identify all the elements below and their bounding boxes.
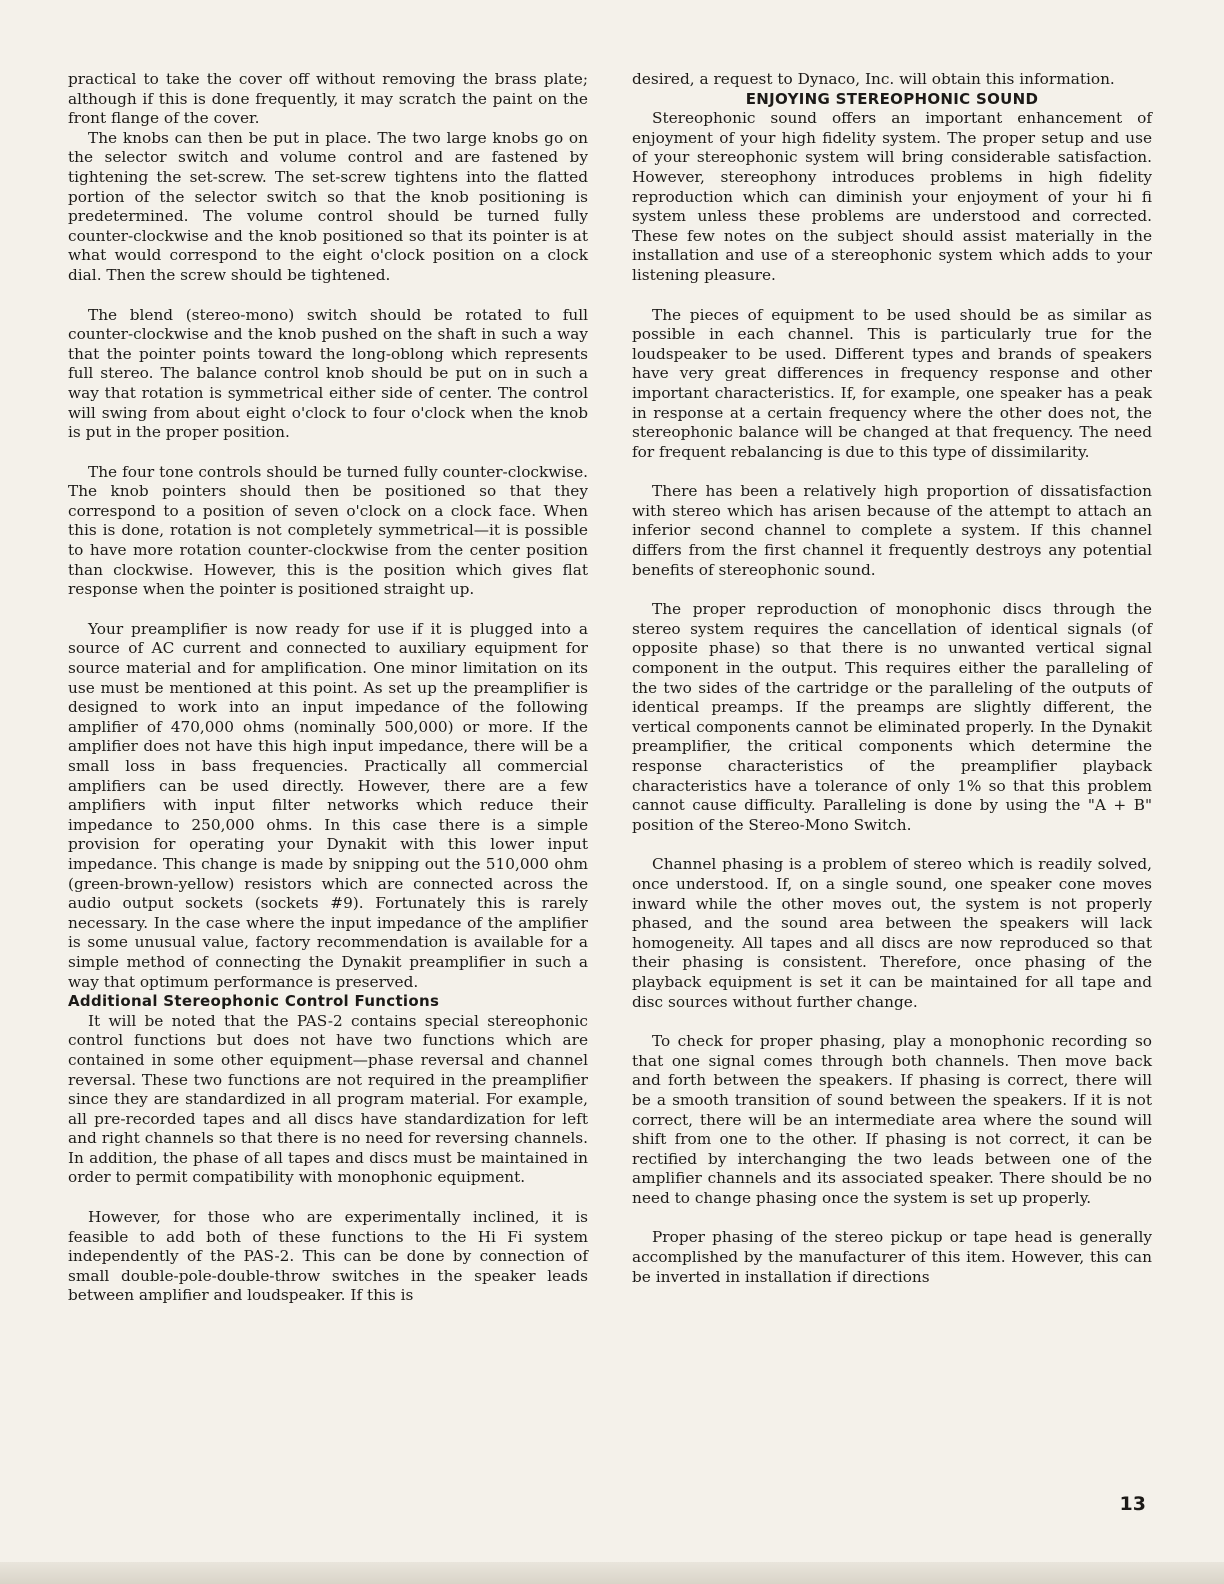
paragraph: Proper phasing of the stereo pickup or tape head is generally accomplished by the manufacturer of this item. However, this can be inverted in installation if directions	[632, 1228, 1152, 1286]
paragraph: practical to take the cover off without removing the brass plate; although if this is done frequently, it may scratch the paint on the front flange of the cover.	[68, 70, 588, 128]
section-heading: Additional Stereophonic Control Functions	[68, 992, 440, 1011]
paragraph: However, for those who are experimentally inclined, it is feasible to add both of these functions to the Hi Fi system independently of the PAS-2. This can be done by connection of small double-pole-double-throw switches in the speaker leads between amplifier and loudspeaker. If this is	[68, 1208, 588, 1305]
right-column	[632, 70, 1152, 1287]
paragraph: Channel phasing is a problem of stereo which is readily solved, once understood. If, on a single sound, one speaker cone moves inward while the other moves out, the system is not properly phased, and the sound area between the speakers will lack homogeneity. All tapes and all discs are now reproduced so that their phasing is consistent. Therefore, once phasing of the playback equipment is set it can be maintained for all tape and disc sources without further change.	[632, 855, 1152, 1011]
scan-edge	[0, 1562, 1224, 1584]
paragraph: The pieces of equipment to be used should be as similar as possible in each channel. This is particularly true for the loudspeaker to be used. Different types and brands of speakers have very great differences in frequency response and other important characteristics. If, for example, one speaker has a peak in response at a certain frequency where the other does not, the stereophonic balance will be changed at that frequency. The need for frequent rebalancing is due to this type of dissimilarity.	[632, 305, 1152, 461]
paragraph: Your preamplifier is now ready for use if it is plugged into a source of AC current and connected to auxiliary equipment for source material and for amplification. One minor limitation on its use must be mentioned at this point. As set up the preamplifier is designed to work into an input impedance of the following amplifier of 470,000 ohms (nominally 500,000) or more. If the amplifier does not have this high input impedance, there will be a small loss in bass frequencies. Practically all commercial amplifiers can be used directly. However, there are a few amplifiers with input filter networks which reduce their impedance to 250,000 ohms. In this case there is a simple provision for operating your Dynakit with this lower input impedance. This change is made by snipping out the 510,000 ohm (green-brown-yellow) resistors which are connected across the audio output sockets (sockets #9). Fortunately this is rarely necessary. In the case where the input impedance of the amplifier is some unusual value, factory recommendation is available for a simple method of connecting the Dynakit preamplifier in such a way that optimum performance is preserved.	[68, 619, 588, 991]
paragraph: The proper reproduction of monophonic discs through the stereo system requires the cancellation of identical signals (of opposite phase) so that there is no unwanted vertical signal component in the output. This requires either the paralleling of the two sides of the cartridge or the paralleling of the outputs of identical preamps. If the preamps are slightly different, the vertical components cannot be eliminated properly. In the Dynakit preamplifier, the critical components which determine the response characteristics of the preamplifier playback characteristics have a tolerance of only 1% so that this problem cannot cause difficulty. Paralleling is done by using the "A + B" position of the Stereo-Mono Switch.	[632, 600, 1152, 834]
section-heading: ENJOYING STEREOPHONIC SOUND	[745, 89, 1039, 108]
paragraph: The knobs can then be put in place. The two large knobs go on the selector switch and volume control and are fastened by tightening the set-screw. The set-screw tightens into the flatted portion of the selector switch so that the knob positioning is predetermined. The volume control should be turned fully counter-clockwise and the knob positioned so that its pointer is at what would correspond to the eight o'clock position on a clock dial. Then the screw should be tightened.	[68, 128, 588, 284]
paragraph: It will be noted that the PAS-2 contains special stereophonic control functions but does not have two functions which are contained in some other equipment—phase reversal and channel reversal. These two functions are not required in the preamplifier since they are standardized in all program material. For example, all pre-recorded tapes and all discs have standardization for left and right channels so that there is no need for reversing channels. In addition, the phase of all tapes and discs must be maintained in order to permit compatibility with monophonic equipment.	[68, 1011, 588, 1187]
paragraph: The blend (stereo-mono) switch should be rotated to full counter-clockwise and the knob pushed on the shaft in such a way that the pointer points toward the long-oblong which represents full stereo. The balance control knob should be put on in such a way that rotation is symmetrical either side of center. The control will swing from about eight o'clock to four o'clock when the knob is put in the proper position.	[68, 305, 588, 442]
paragraph: To check for proper phasing, play a monophonic recording so that one signal comes through both channels. Then move back and forth between the speakers. If phasing is correct, there will be a smooth transition of sound between the speakers. If it is not correct, there will be an intermediate area where the sound will shift from one to the other. If phasing is not correct, it can be rectified by interchanging the two leads between one of the amplifier channels and its associated speaker. There should be no need to change phasing once the system is set up properly.	[632, 1032, 1152, 1207]
paragraph: desired, a request to Dynaco, Inc. will obtain this information.	[632, 70, 1115, 88]
paragraph: There has been a relatively high proportion of dissatisfaction with stereo which has arisen because of the attempt to attach an inferior second channel to complete a system. If this channel differs from the first channel it frequently destroys any potential benefits of stereophonic sound.	[632, 482, 1152, 579]
page-number: 13	[1119, 1493, 1146, 1515]
paragraph: Stereophonic sound offers an important enhancement of enjoyment of your high fidelity system. The proper setup and use of your stereophonic system will bring considerable satisfaction. However, stereophony introduces problems in high fidelity reproduction which can diminish your enjoyment of your hi fi system unless these problems are understood and corrected. These few notes on the subject should assist materially in the installation and use of a stereophonic system which adds to your listening pleasure.	[632, 109, 1152, 284]
left-column	[68, 70, 588, 1306]
paragraph: The four tone controls should be turned fully counter-clockwise. The knob pointers should then be positioned so that they correspond to a position of seven o'clock on a clock face. When this is done, rotation is not completely symmetrical—it is possible to have more rotation counter-clockwise from the center position than clockwise. However, this is the position which gives flat response when the pointer is positioned straight up.	[68, 462, 588, 599]
